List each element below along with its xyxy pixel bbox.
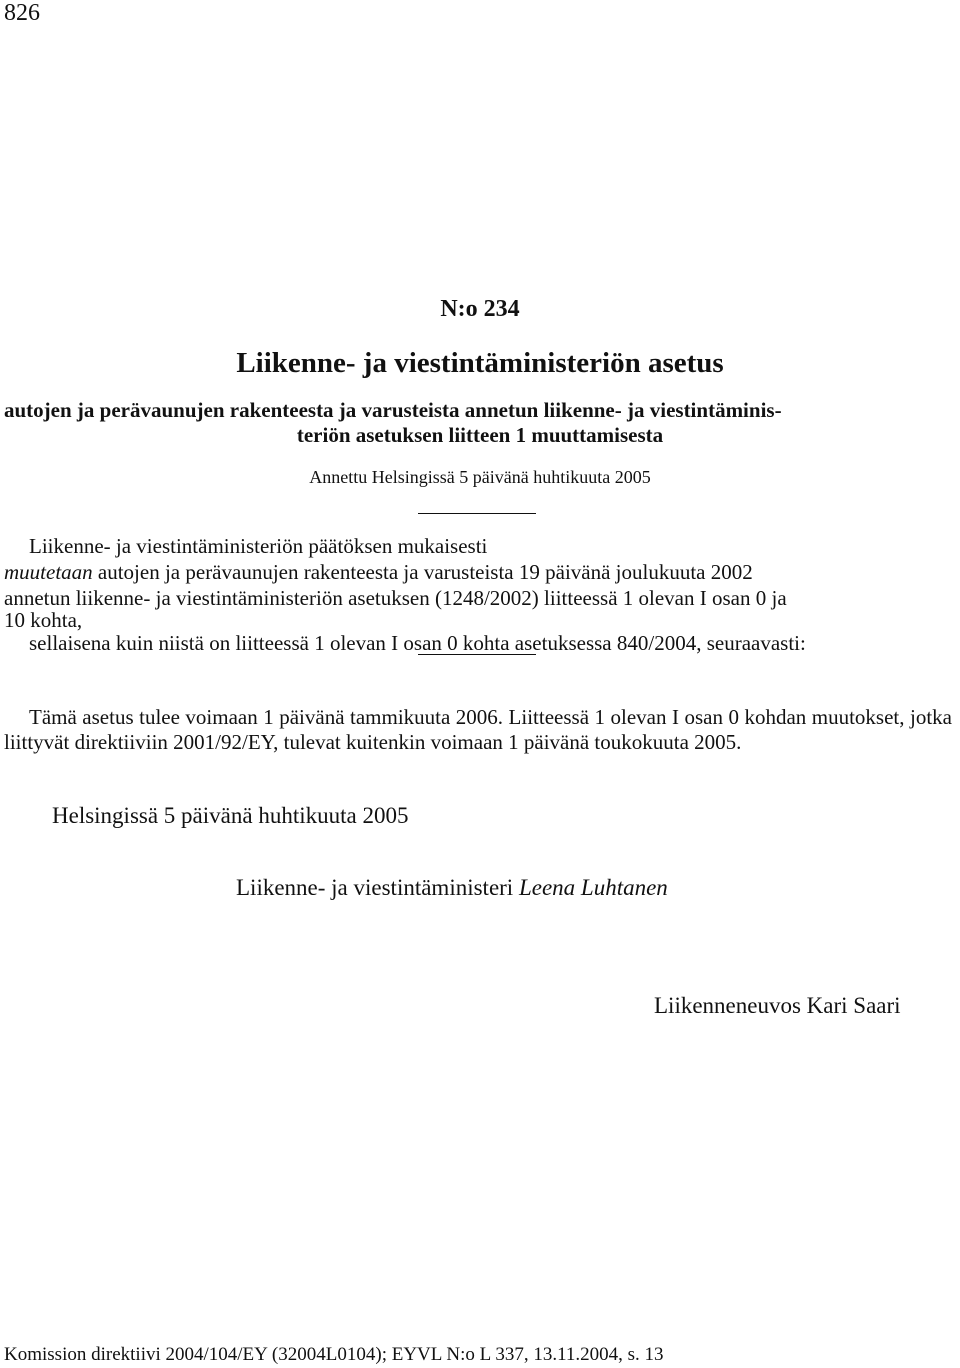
intro-line-1: Liikenne- ja viestintäministeriön päätöksen mukaisesti <box>29 534 488 558</box>
intro-line-4: 10 kohta, <box>4 608 83 632</box>
entry-into-force-paragraph: Tämä asetus tulee voimaan 1 päivänä tammikuuta 2006. Liitteessä 1 olevan I osan 0 kohdan muutokset, jotka liittyvät direktiiviin 2001/92/EY, tulevat kuitenkin voimaan 1 päivänä toukokuuta 2005. <box>4 705 952 754</box>
counsellor-signature: Liikenneneuvos Kari Saari <box>654 993 901 1018</box>
separator-rule <box>418 513 536 514</box>
footnote: Komission direktiivi 2004/104/EY (32004L0104); EYVL N:o L 337, 13.11.2004, s. 13 <box>4 1344 664 1365</box>
intro-italic-word: muutetaan <box>4 560 93 584</box>
intro-line-5: sellaisena kuin niistä on liitteessä 1 olevan I osan 0 kohta asetuksessa 840/2004, seuraavasti: <box>29 631 806 655</box>
minister-title: Liikenne- ja viestintäministeri <box>236 875 519 900</box>
minister-signature <box>236 875 668 901</box>
subtitle-line-2: teriön asetuksen liitteen 1 muuttamisesta <box>296 423 664 447</box>
separator-rule <box>418 654 536 655</box>
document-title: Liikenne- ja viestintäministeriön asetus <box>236 347 724 379</box>
place-and-date: Helsingissä 5 päivänä huhtikuuta 2005 <box>52 803 409 828</box>
page-number: 826 <box>4 0 40 26</box>
document-number: N:o 234 <box>440 296 520 322</box>
intro-line-2-text: autojen ja perävaunujen rakenteesta ja varusteista 19 päivänä joulukuuta 2002 <box>92 560 753 584</box>
issued-date: Annettu Helsingissä 5 päivänä huhtikuuta 2005 <box>309 467 651 487</box>
subtitle-line-1: autojen ja perävaunujen rakenteesta ja varusteista annetun liikenne- ja viestintäminis- <box>4 398 782 422</box>
intro-line-2 <box>4 560 753 585</box>
intro-line-3: annetun liikenne- ja viestintäministeriön asetuksen (1248/2002) liitteessä 1 olevan I osan 0 ja <box>4 586 787 610</box>
minister-name: Leena Luhtanen <box>518 875 668 900</box>
